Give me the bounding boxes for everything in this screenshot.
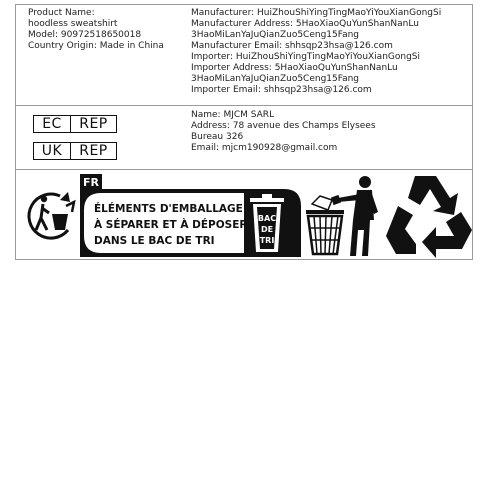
importer-name: Importer: HuiZhouShiYingTingMaoYiYouXianGongSi bbox=[191, 52, 421, 62]
triman-icon bbox=[29, 192, 74, 238]
manufacturer-name: Manufacturer: HuiZhouShiYingTingMaoYiYouXianGongSi bbox=[191, 8, 442, 18]
manufacturer-address-line2: 3HaoMiLanYaJuQianZuo5Ceng15Fang bbox=[191, 30, 360, 40]
country-code: FR bbox=[83, 176, 99, 189]
representative-row bbox=[16, 106, 472, 170]
product-name-label: Product Name: bbox=[28, 8, 95, 18]
bin-label-2: DE bbox=[260, 225, 274, 234]
representative-details bbox=[191, 110, 376, 154]
info-panel bbox=[80, 174, 301, 257]
manufacturer-address: Manufacturer Address: 5HaoXiaoQuYunShanNanLu bbox=[191, 19, 419, 29]
importer-email: Importer Email: shhsqp23hsa@126.com bbox=[191, 85, 372, 95]
rep-address-line2: Bureau 326 bbox=[191, 132, 244, 142]
triman-line-2: À SÉPARER ET À DÉPOSER bbox=[94, 219, 248, 231]
product-name-value: hoodless sweatshirt bbox=[28, 19, 118, 29]
manufacturer-details bbox=[191, 8, 441, 96]
recycle-icon bbox=[386, 176, 472, 258]
rep-name: Name: MJCM SARL bbox=[191, 110, 275, 120]
uk-rep-badge bbox=[33, 142, 117, 160]
ec-rep-badge bbox=[33, 115, 117, 133]
importer-address: Importer Address: 5HaoXiaoQuYunShanNanLu bbox=[191, 63, 398, 73]
ec-rep-right: REP bbox=[79, 115, 108, 132]
rep-address: Address: 78 avenue des Champs Elysees bbox=[191, 121, 376, 131]
product-country-origin: Country Origin: Made in China bbox=[28, 41, 164, 51]
product-model: Model: 90972518650018 bbox=[28, 30, 142, 40]
recycling-symbols bbox=[16, 170, 472, 261]
recycling-row bbox=[16, 170, 472, 261]
manufacturer-email: Manufacturer Email: shhsqp23hsa@126.com bbox=[191, 41, 393, 51]
uk-rep-left: UK bbox=[34, 143, 71, 159]
product-label bbox=[15, 4, 473, 260]
bin-label-1: BAC bbox=[257, 214, 277, 223]
product-details bbox=[28, 8, 164, 52]
trash-bin-icon bbox=[306, 196, 344, 254]
triman-line-3: DANS LE BAC DE TRI bbox=[94, 235, 215, 247]
bin-label-3: TRI bbox=[259, 236, 275, 245]
uk-rep-right: REP bbox=[79, 142, 108, 159]
ec-rep-left: EC bbox=[34, 116, 71, 132]
triman-line-1: ÉLÉMENTS D'EMBALLAGE bbox=[94, 203, 243, 215]
rep-email: Email: mjcm190928@gmail.com bbox=[191, 143, 338, 153]
importer-address-line2: 3HaoMiLanYaJuQianZuo5Ceng15Fang bbox=[191, 74, 360, 84]
product-info-row bbox=[16, 5, 472, 106]
